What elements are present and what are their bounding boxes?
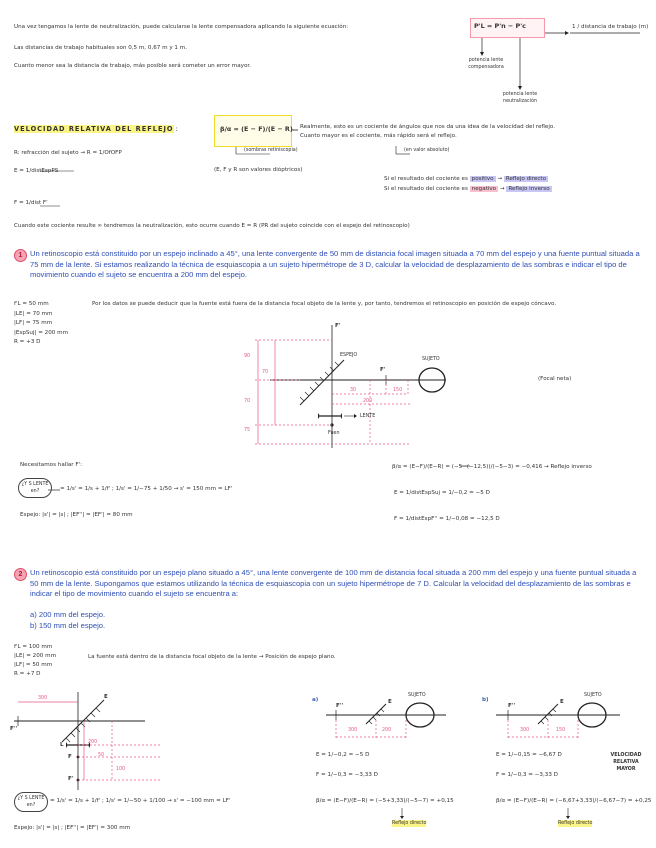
ex2-lens-equation: = 1/s' = 1/s + 1/f' ; 1/s' = 1/−50 + 1/100 → s' = −100 mm = LF' — [50, 798, 231, 804]
ex2b-label-f2: F'' — [508, 703, 516, 709]
ex2-dim-100: 100 — [116, 767, 126, 772]
ex2b-ratio: β/α = (E−F)/(E−R) = (−6,67+3,33)/(−6,67−7) = +0,25 — [496, 798, 652, 804]
ex2a-label-f2: F'' — [336, 703, 344, 709]
ex1-f-calc: F = 1/distEspF'' = 1/−0,08 = −12,5 D — [394, 516, 500, 522]
ex2a-diagram — [326, 703, 446, 740]
ex2-dim-300: 300 — [38, 696, 48, 701]
ex2b-velocity-label: VELOCIDAD RELATIVA MAYOR — [610, 753, 642, 772]
ex2-espejo-equation: Espejo: |s'| = |s| ; |EF''| = |EF'| = 300 mm — [14, 825, 131, 831]
ex1-cloud: ¿Y S LENTE en? — [18, 478, 52, 498]
velocidad-title: VELOCIDAD RELATIVA DEL REFLEJO : — [14, 125, 178, 133]
neutralization-note: Cuando este cociente resulte ∞ tendremos la neutralización, esto ocurre cuando E = R (PR del sujeto coincide con el espejo del retinoscopio) — [14, 223, 410, 229]
ex1-focal-note: (Focal neta) — [538, 376, 572, 382]
ex1-lens-equation: = 1/s' = 1/s + 1/f' ; 1/s' = 1/−75 + 1/50 → s' = 150 mm = LF' — [60, 486, 233, 492]
ex1-calc-header: Necesitamos hallar F': — [20, 462, 83, 468]
ex1-dim-75: 75 — [244, 428, 251, 433]
ex1-e-calc: E = 1/distEspSuj = 1/−0,2 = −5 D — [394, 490, 490, 496]
ex2a-label-sujeto: SUJETO — [408, 693, 426, 698]
ex2b-e-calc: E = 1/−0,15 = −6,67 D — [496, 752, 562, 758]
exercise-1-statement: Un retinoscopio está constituido por un espejo inclinado a 45°, una lente convergente de 50 mm de distancia focal imagen situada a 70 mm del espejo y una fuente puntual situada a 75 mm de la lente. Si estamos realizando la técnica de esquiascopia a un sujeto hipermétrope de 3 D, calcular la velocidad de desplazamiento de las sombras e indicar el tipo de movimiento cuando el sujeto se encuentra a 200 mm del espejo. — [30, 249, 640, 279]
intro-line2: Las distancias de trabajo habituales son 0,5 m, 0,67 m y 1 m. — [14, 45, 187, 51]
ex1-label-fprime: F' — [335, 323, 341, 329]
ex2b-result: Reflejo directo — [558, 821, 593, 826]
exercise-1-number: 1 — [14, 249, 27, 262]
ex1-label-fuente: Fuen — [328, 431, 340, 436]
ex2-cloud: ¿Y S LENTE en? — [14, 792, 48, 812]
efr-note: (E, F y R son valores dióptricos) — [214, 167, 303, 173]
ex2a-label-e: E — [388, 699, 392, 705]
negative-note: Si el resultado del cociente es negativo → Reflejo inverso — [384, 186, 550, 192]
velocidad-desc1: Realmente, esto es un cociente de ángulos que nos da una idea de la velocidad del reflejo. — [300, 124, 556, 130]
positive-note: Si el resultado del cociente es positivo → Reflejo directo — [384, 176, 547, 182]
ex2-a-label: a) — [312, 697, 319, 703]
ex2-label-fp: F' — [68, 776, 74, 782]
ex2-label-f: F — [68, 754, 72, 760]
velocidad-formula: β/α = (E − F)/(E − R) — [220, 125, 293, 133]
ex1-dim-30: 30 — [350, 388, 357, 393]
exercise-2-note: La fuente está dentro de la distancia focal objeto de la lente → Posición de espejo plano. — [88, 654, 336, 660]
exercise-2-data: f'L = 100 mm |LE| = 200 mm |LF| = 50 mm R = +7 D — [14, 644, 57, 677]
e-definition: E = 1/distEspPS — [14, 168, 59, 174]
label-potencia-compensadora: potencia lente compensadora — [468, 58, 504, 70]
ex1-dim-90: 90 — [244, 354, 251, 359]
ex1-label-sujeto: SUJETO — [422, 357, 440, 362]
exercise-1-data: f'L = 50 mm |LE| = 70 mm |LF| = 75 mm |EspSuj| = 200 mm R = +3 D — [14, 301, 69, 345]
label-potencia-neutralizacion: potencia lente neutralización — [502, 92, 538, 104]
ex1-label-espejo: ESPEJO — [340, 353, 358, 358]
exercise-2-option-b: b) 150 mm del espejo. — [30, 621, 106, 630]
intro-line3: Cuanto menor sea la distancia de trabajo, más posible será cometer un error mayor. — [14, 63, 251, 69]
ex1-dim-70a: 70 — [262, 370, 269, 375]
ex2-label-f2: F'' — [10, 726, 18, 732]
ex1-espejo-equation: Espejo: |s'| = |s| ; |EF''| = |EF'| = 80 mm — [20, 512, 133, 518]
intro-line1: Una vez tengamos la lente de neutralización, puede calcularse la lente compensadora aplicando la siguiente ecuación: — [14, 24, 349, 30]
label-velocidad: (en valor absoluto) — [404, 148, 450, 153]
exercise-2-number: 2 — [14, 568, 27, 581]
ex1-label-lente: LENTE — [360, 414, 376, 419]
exercise-2-option-a: a) 200 mm del espejo. — [30, 610, 106, 619]
ex2a-result: Reflejo directo — [392, 821, 427, 826]
ex2-dim-200: 200 — [88, 740, 98, 745]
ex1-label-f2: F' — [380, 367, 386, 373]
ex1-dim-150: 150 — [393, 388, 403, 393]
ex2b-dim-150: 150 — [556, 728, 566, 733]
ex2a-dim-300: 300 — [348, 728, 358, 733]
ex2-label-l: L — [60, 742, 64, 748]
equation: P'L = P'n − P'c — [474, 22, 526, 30]
ex2-dim-50: 50 — [98, 753, 105, 758]
ex2a-f-calc: F = 1/−0,3 = −3,33 D — [316, 772, 378, 778]
ex2a-e-calc: E = 1/−0,2 = −5 D — [316, 752, 370, 758]
f-definition: F = 1/dist F' — [14, 200, 48, 206]
r-definition: R: refracción del sujeto → R = 1/OfOFP — [14, 150, 122, 156]
ex1-ratio: β/α = (E−F)/(E−R) = (−5−(−12,5))/(−5−3) = −0,416 → Reflejo inverso — [392, 464, 592, 470]
ex2-b-label: b) — [482, 697, 489, 703]
ex2b-label-sujeto: SUJETO — [584, 693, 602, 698]
ex2b-f-calc: F = 1/−0,3 = −3,33 D — [496, 772, 558, 778]
ex2a-ratio: β/α = (E−F)/(E−R) = (−5+3,33)/(−5−7) = +0,15 — [316, 798, 454, 804]
ex2b-dim-300: 300 — [520, 728, 530, 733]
ex2a-dim-200: 200 — [382, 728, 392, 733]
ex2-label-e: E — [104, 694, 108, 700]
equation-rhs: 1 / distancia de trabajo (m) — [572, 24, 649, 30]
exercise-1-note: Por los datos se puede deducir que la fuente está fuera de la distancia focal objeto de la lente y, por tanto, tendremos el retinoscopio en posición de espejo cóncavo. — [92, 301, 557, 307]
ex1-dim-200: 200 — [363, 399, 373, 404]
velocidad-desc2: Cuanto mayor es el cociente, más rápido será el reflejo. — [300, 133, 457, 139]
ex2b-label-e: E — [560, 699, 564, 705]
ex1-dim-70b: 70 — [244, 399, 251, 404]
exercise-2-statement: Un retinoscopio está constituido por un espejo plano situado a 45°, una lente convergente de 100 mm de distancia focal situada a 200 mm del espejo y una fuente puntual situada a 50 mm de la lente. Supongamos que estamos utilizando la técnica de esquiascopia con un sujeto hipermétrope de 7 D. Calcular la velocidad del desplazamiento de las sombras e indicar el tipo de movimiento cuando el sujeto se encuentra a: — [30, 568, 637, 598]
ex2-diagram — [14, 692, 160, 790]
label-sombras: (sombras retiniscopia) — [244, 148, 298, 153]
